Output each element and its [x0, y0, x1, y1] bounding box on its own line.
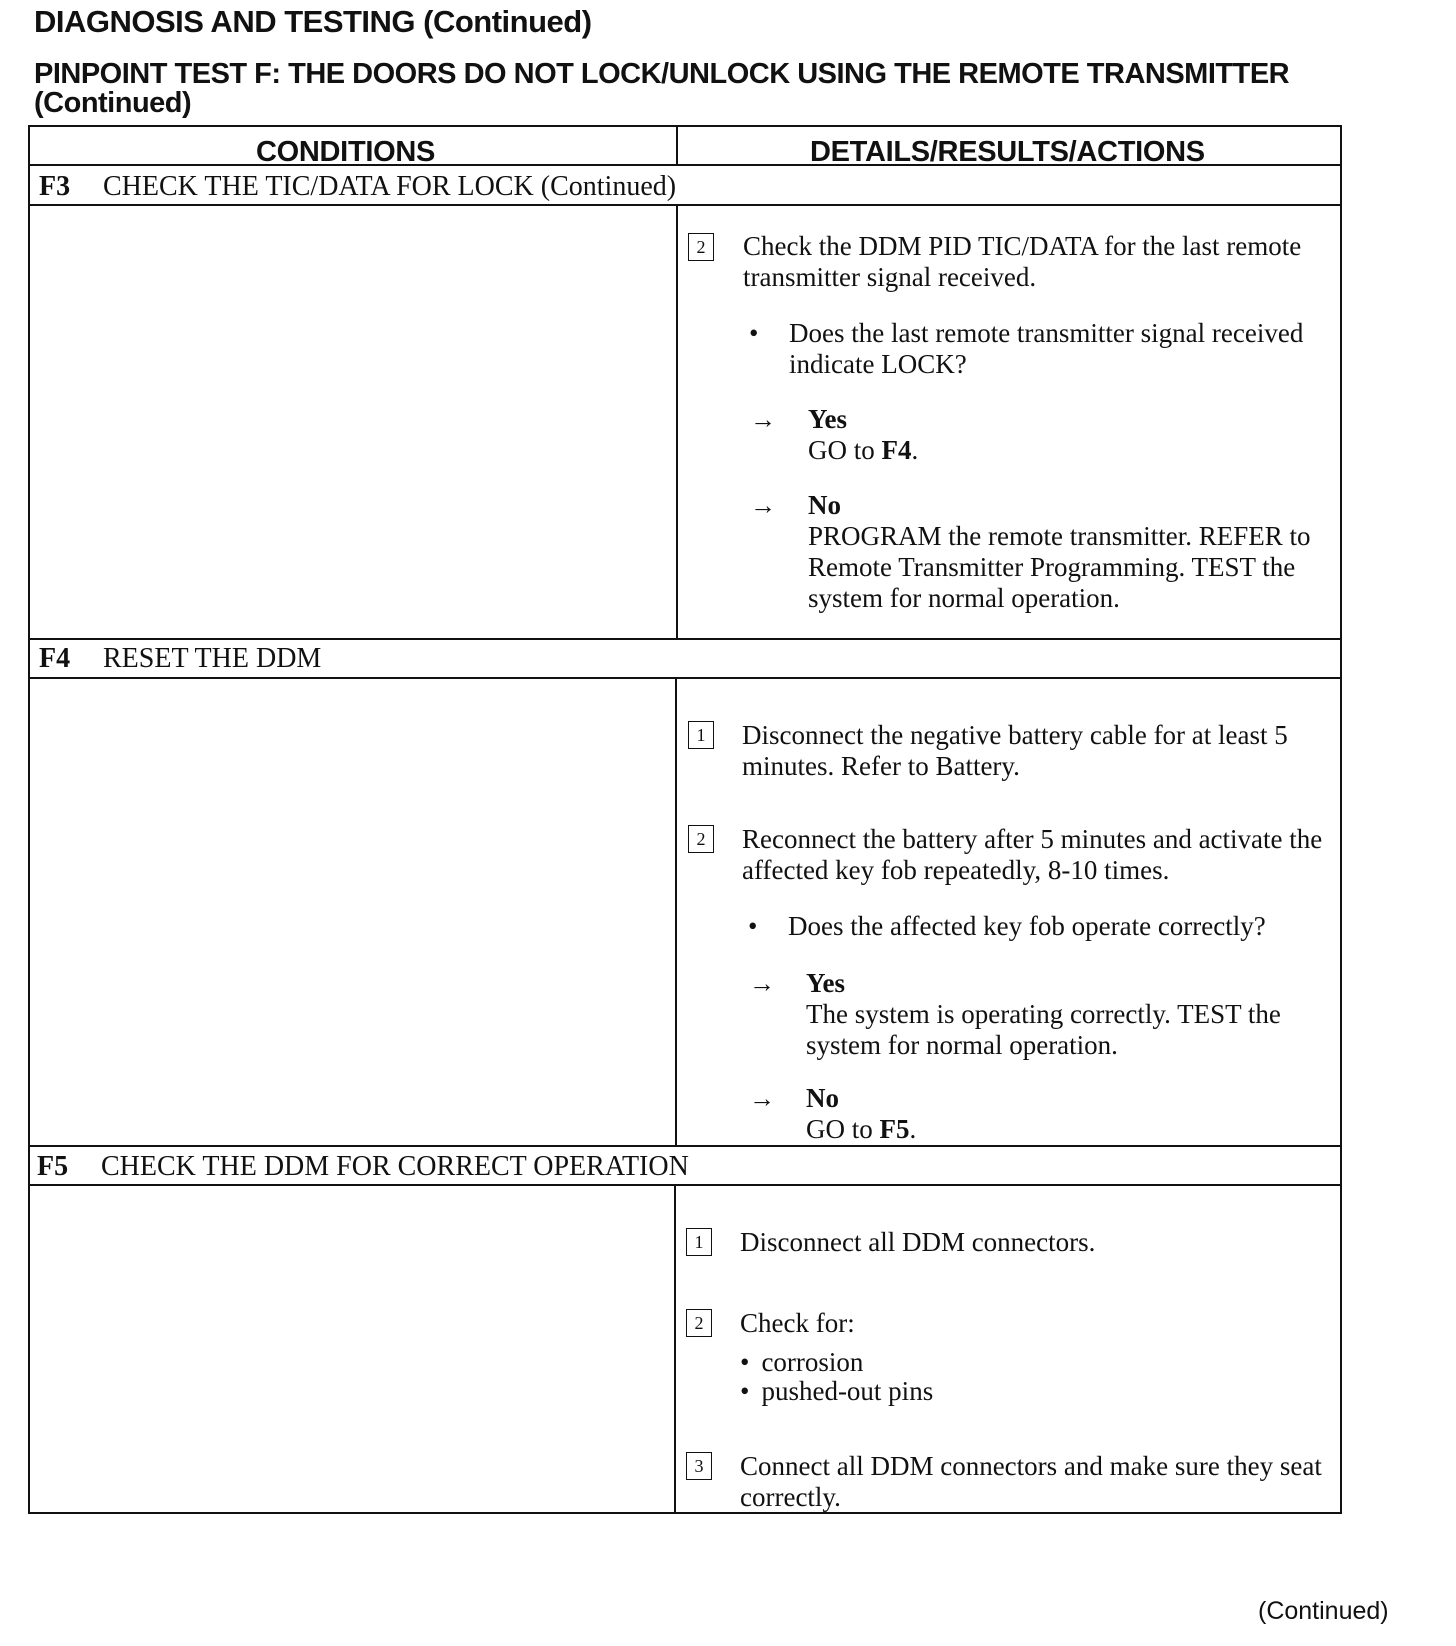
- column-divider-header: [676, 125, 678, 166]
- no-label: No: [806, 1083, 839, 1113]
- pinpoint-test-title-line1: PINPOINT TEST F: THE DOORS DO NOT LOCK/UNLOCK USING THE REMOTE TRANSMITTER: [34, 58, 1290, 90]
- section-header-f5: [37, 1151, 689, 1183]
- bullet-icon: •: [749, 318, 759, 348]
- no-action: PROGRAM the remote transmitter. REFER to Remote Transmitter Programming. TEST the system for normal operation.: [808, 521, 1311, 613]
- question: [748, 911, 1342, 942]
- bullet-icon: •: [748, 911, 758, 941]
- step-text: Check the DDM PID TIC/DATA for the last remote transmitter signal received.: [743, 231, 1302, 292]
- step-number-box: 3: [686, 1452, 712, 1480]
- f4-top-divider: [28, 638, 1342, 640]
- section-header-f3: [39, 171, 676, 203]
- no-action-suffix: .: [909, 1114, 917, 1144]
- step-text: Disconnect the negative battery cable for at least 5 minutes. Refer to Battery.: [742, 720, 1288, 781]
- arrow-right-icon: →: [749, 1084, 775, 1113]
- check-list-item: [740, 1347, 863, 1378]
- column-header-details: DETAILS/RESULTS/ACTIONS: [810, 136, 1205, 168]
- f3-title-divider: [28, 204, 1342, 206]
- step-text: Reconnect the battery after 5 minutes and activate the affected key fob repeatedly, 8-10 times.: [742, 824, 1323, 885]
- question-text: Does the last remote transmitter signal received indicate LOCK?: [789, 318, 1304, 379]
- bullet-icon: •: [740, 1347, 750, 1377]
- step-number-box: 2: [688, 825, 714, 853]
- step-number-box: 2: [686, 1309, 712, 1337]
- column-divider-f3: [676, 204, 678, 640]
- yes-label: Yes: [808, 404, 847, 434]
- arrow-right-icon: →: [750, 405, 776, 434]
- question-text: Does the affected key fob operate correctly?: [788, 911, 1266, 941]
- check-item-text: pushed-out pins: [761, 1376, 934, 1406]
- continued-label: (Continued): [1258, 1597, 1389, 1625]
- question: [749, 318, 1343, 380]
- section-id: F3: [39, 171, 71, 202]
- arrow-right-icon: →: [750, 491, 776, 520]
- check-item-text: corrosion: [761, 1347, 864, 1377]
- no-action-prefix: GO to: [806, 1114, 880, 1144]
- yes-action-ref: F4: [881, 435, 912, 465]
- f5-title-divider: [28, 1184, 1342, 1186]
- check-list-item: [740, 1376, 933, 1407]
- no-action-ref: F5: [879, 1114, 910, 1144]
- pinpoint-test-title-line2: (Continued): [34, 87, 192, 119]
- section-id: F4: [39, 643, 71, 674]
- yes-action-prefix: GO to: [808, 435, 882, 465]
- section-title: CHECK THE TIC/DATA FOR LOCK (Continued): [103, 171, 677, 202]
- f5-top-divider: [28, 1145, 1342, 1147]
- yes-action: The system is operating correctly. TEST the system for normal operation.: [806, 999, 1281, 1060]
- document-title: DIAGNOSIS AND TESTING (Continued): [34, 4, 592, 39]
- section-header-f4: [39, 643, 321, 675]
- column-header-conditions: CONDITIONS: [256, 136, 436, 168]
- step-number-box: 2: [688, 233, 714, 261]
- column-divider-f5: [674, 1184, 676, 1514]
- column-divider-f4: [675, 677, 677, 1147]
- section-title: CHECK THE DDM FOR CORRECT OPERATION: [101, 1151, 689, 1182]
- step-text: Connect all DDM connectors and make sure they seat correctly.: [740, 1451, 1322, 1512]
- yes-label: Yes: [806, 968, 845, 998]
- arrow-right-icon: →: [749, 969, 775, 998]
- no-response: [808, 490, 1328, 614]
- step-number-box: 1: [688, 721, 714, 749]
- bullet-icon: •: [740, 1376, 750, 1406]
- step-text: Disconnect all DDM connectors.: [740, 1227, 1096, 1257]
- yes-response: [806, 968, 1326, 1061]
- pinpoint-test-title: [34, 60, 1289, 118]
- step-number-box: 1: [686, 1228, 712, 1256]
- section-id: F5: [37, 1151, 69, 1182]
- step-text: Check for:: [740, 1308, 855, 1338]
- no-label: No: [808, 490, 841, 520]
- yes-response: [808, 404, 1328, 466]
- no-response: [806, 1083, 1326, 1145]
- f4-title-divider: [28, 677, 1342, 679]
- yes-action-suffix: .: [911, 435, 919, 465]
- section-title: RESET THE DDM: [103, 643, 322, 674]
